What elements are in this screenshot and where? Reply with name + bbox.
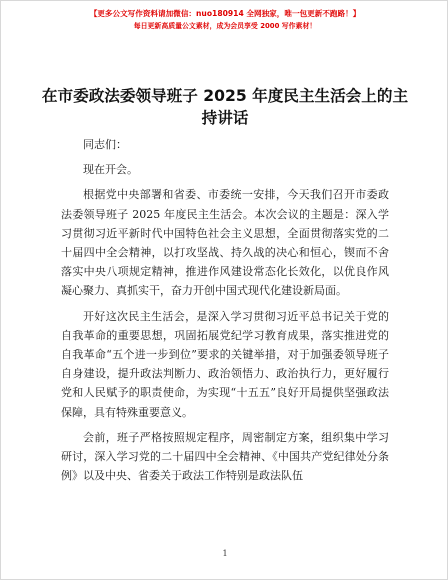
paragraph-preparation: 会前，班子严格按照规定程序，周密制定方案，组织集中学习研讨，深入学习党的二十届四中全会精神、《中国共产党纪律处分条例》以及中央、省委关于政法工作特别是政法队伍 [61,430,389,483]
document-body [61,135,389,491]
salutation: 同志们： [83,138,127,151]
promo-line-2: 每日更新高质量公文素材，成为会员享受 2000 写作素材！ [133,22,317,30]
promo-line-1: 【更多公文写作资料请加微信：nuo180914 全网独家，唯一包更新不跑路！】 [89,9,361,18]
paragraph-opening: 现在开会。 [83,163,138,177]
paragraph-background: 根据党中央部署和省委、市委统一安排，今天我们召开市委政法委领导班子 2025 年度民主生活会。本次会议的主题是：深入学习贯彻习近平新时代中国特色社会主义思想，全面贯彻落实党的二十届四中全会精神，以打攻坚战、持久战的决心和恒心，锲而不舍落实中央八项规定精神，推进作风建设常态化长效化，以优良作风凝心聚力、真抓实干，奋力开创中国式现代化建设新局面。 [61,188,389,298]
promo-header [1,7,448,33]
document-title: 在市委政法委领导班子 2025 年度民主生活会上的主持讲话 [41,87,409,127]
paragraph-significance: 开好这次民主生活会，是深入学习贯彻习近平总书记关于党的自我革命的重要思想，巩固拓展党纪学习教育成果，落实推进党的自我革命“五个进一步到位”要求的关键举措，对于加强委领导班子自身建设，提升政法判断力、政治领悟力、政治执行力，更好履行党和人民赋予的职责使命，为实现“十五五”良好开局提供坚强政法保障，具有特殊重要意义。 [61,309,389,419]
page-number: 1 [222,549,228,558]
